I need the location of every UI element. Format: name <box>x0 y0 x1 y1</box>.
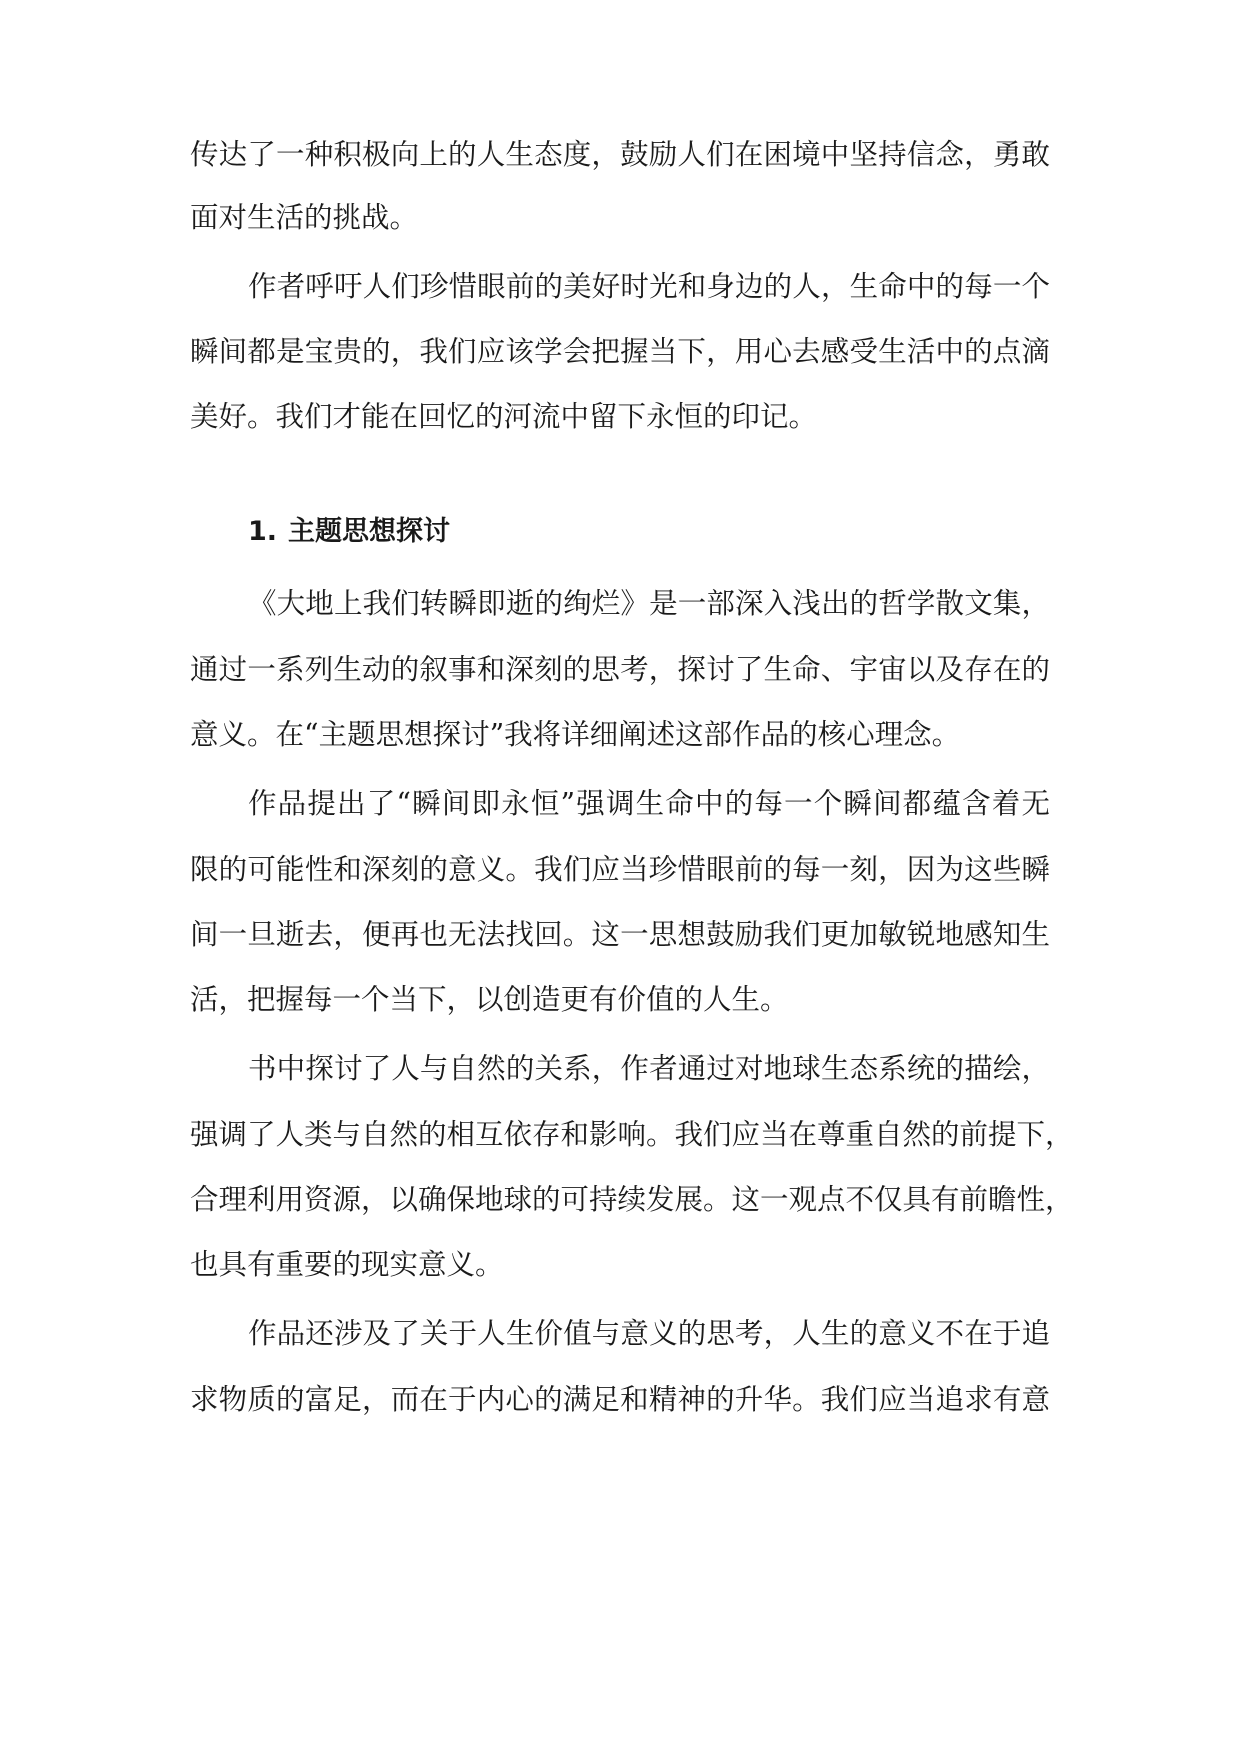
paragraph-line: 瞬间都是宝贵的，我们应该学会把握当下，用心去感受生活中的点滴 <box>190 335 1050 368</box>
paragraph-line: 《大地上我们转瞬即逝的绚烂》是一部深入浅出的哲学散文集， <box>248 587 1050 620</box>
section-heading <box>248 510 450 554</box>
paragraph-line: 限的可能性和深刻的意义。我们应当珍惜眼前的每一刻，因为这些瞬 <box>190 853 1050 886</box>
paragraph-line: 合理利用资源，以确保地球的可持续发展。这一观点不仅具有前瞻性， <box>190 1183 1074 1216</box>
paragraph-line: 通过一系列生动的叙事和深刻的思考，探讨了生命、宇宙以及存在的 <box>190 653 1050 686</box>
paragraph-line: 面对生活的挑战。 <box>190 201 419 234</box>
paragraph-line: 书中探讨了人与自然的关系，作者通过对地球生态系统的描绘， <box>248 1052 1050 1085</box>
paragraph-line: 间一旦逝去，便再也无法找回。这一思想鼓励我们更加敏锐地感知生 <box>190 918 1050 951</box>
paragraph-line: 求物质的富足，而在于内心的满足和精神的升华。我们应当追求有意 <box>190 1383 1050 1416</box>
paragraph-line: 也具有重要的现实意义。 <box>190 1248 504 1281</box>
paragraph-line: 美好。我们才能在回忆的河流中留下永恒的印记。 <box>190 400 818 433</box>
paragraph-line: 活，把握每一个当下，以创造更有价值的人生。 <box>190 983 789 1016</box>
paragraph-line: 强调了人类与自然的相互依存和影响。我们应当在尊重自然的前提下， <box>190 1118 1074 1151</box>
paragraph-line: 作品提出了“瞬间即永恒”强调生命中的每一个瞬间都蕴含着无 <box>248 787 1050 820</box>
paragraph-line: 作者呼吁人们珍惜眼前的美好时光和身边的人，生命中的每一个 <box>248 270 1050 303</box>
paragraph-line: 传达了一种积极向上的人生态度，鼓励人们在困境中坚持信念，勇敢 <box>190 138 1050 171</box>
paragraph-line: 意义。在“主题思想探讨”我将详细阐述这部作品的核心理念。 <box>190 718 961 751</box>
section-title: 主题思想探讨 <box>288 516 450 547</box>
paragraph-line: 作品还涉及了关于人生价值与意义的思考，人生的意义不在于追 <box>248 1317 1050 1350</box>
section-number: 1. <box>248 516 278 547</box>
